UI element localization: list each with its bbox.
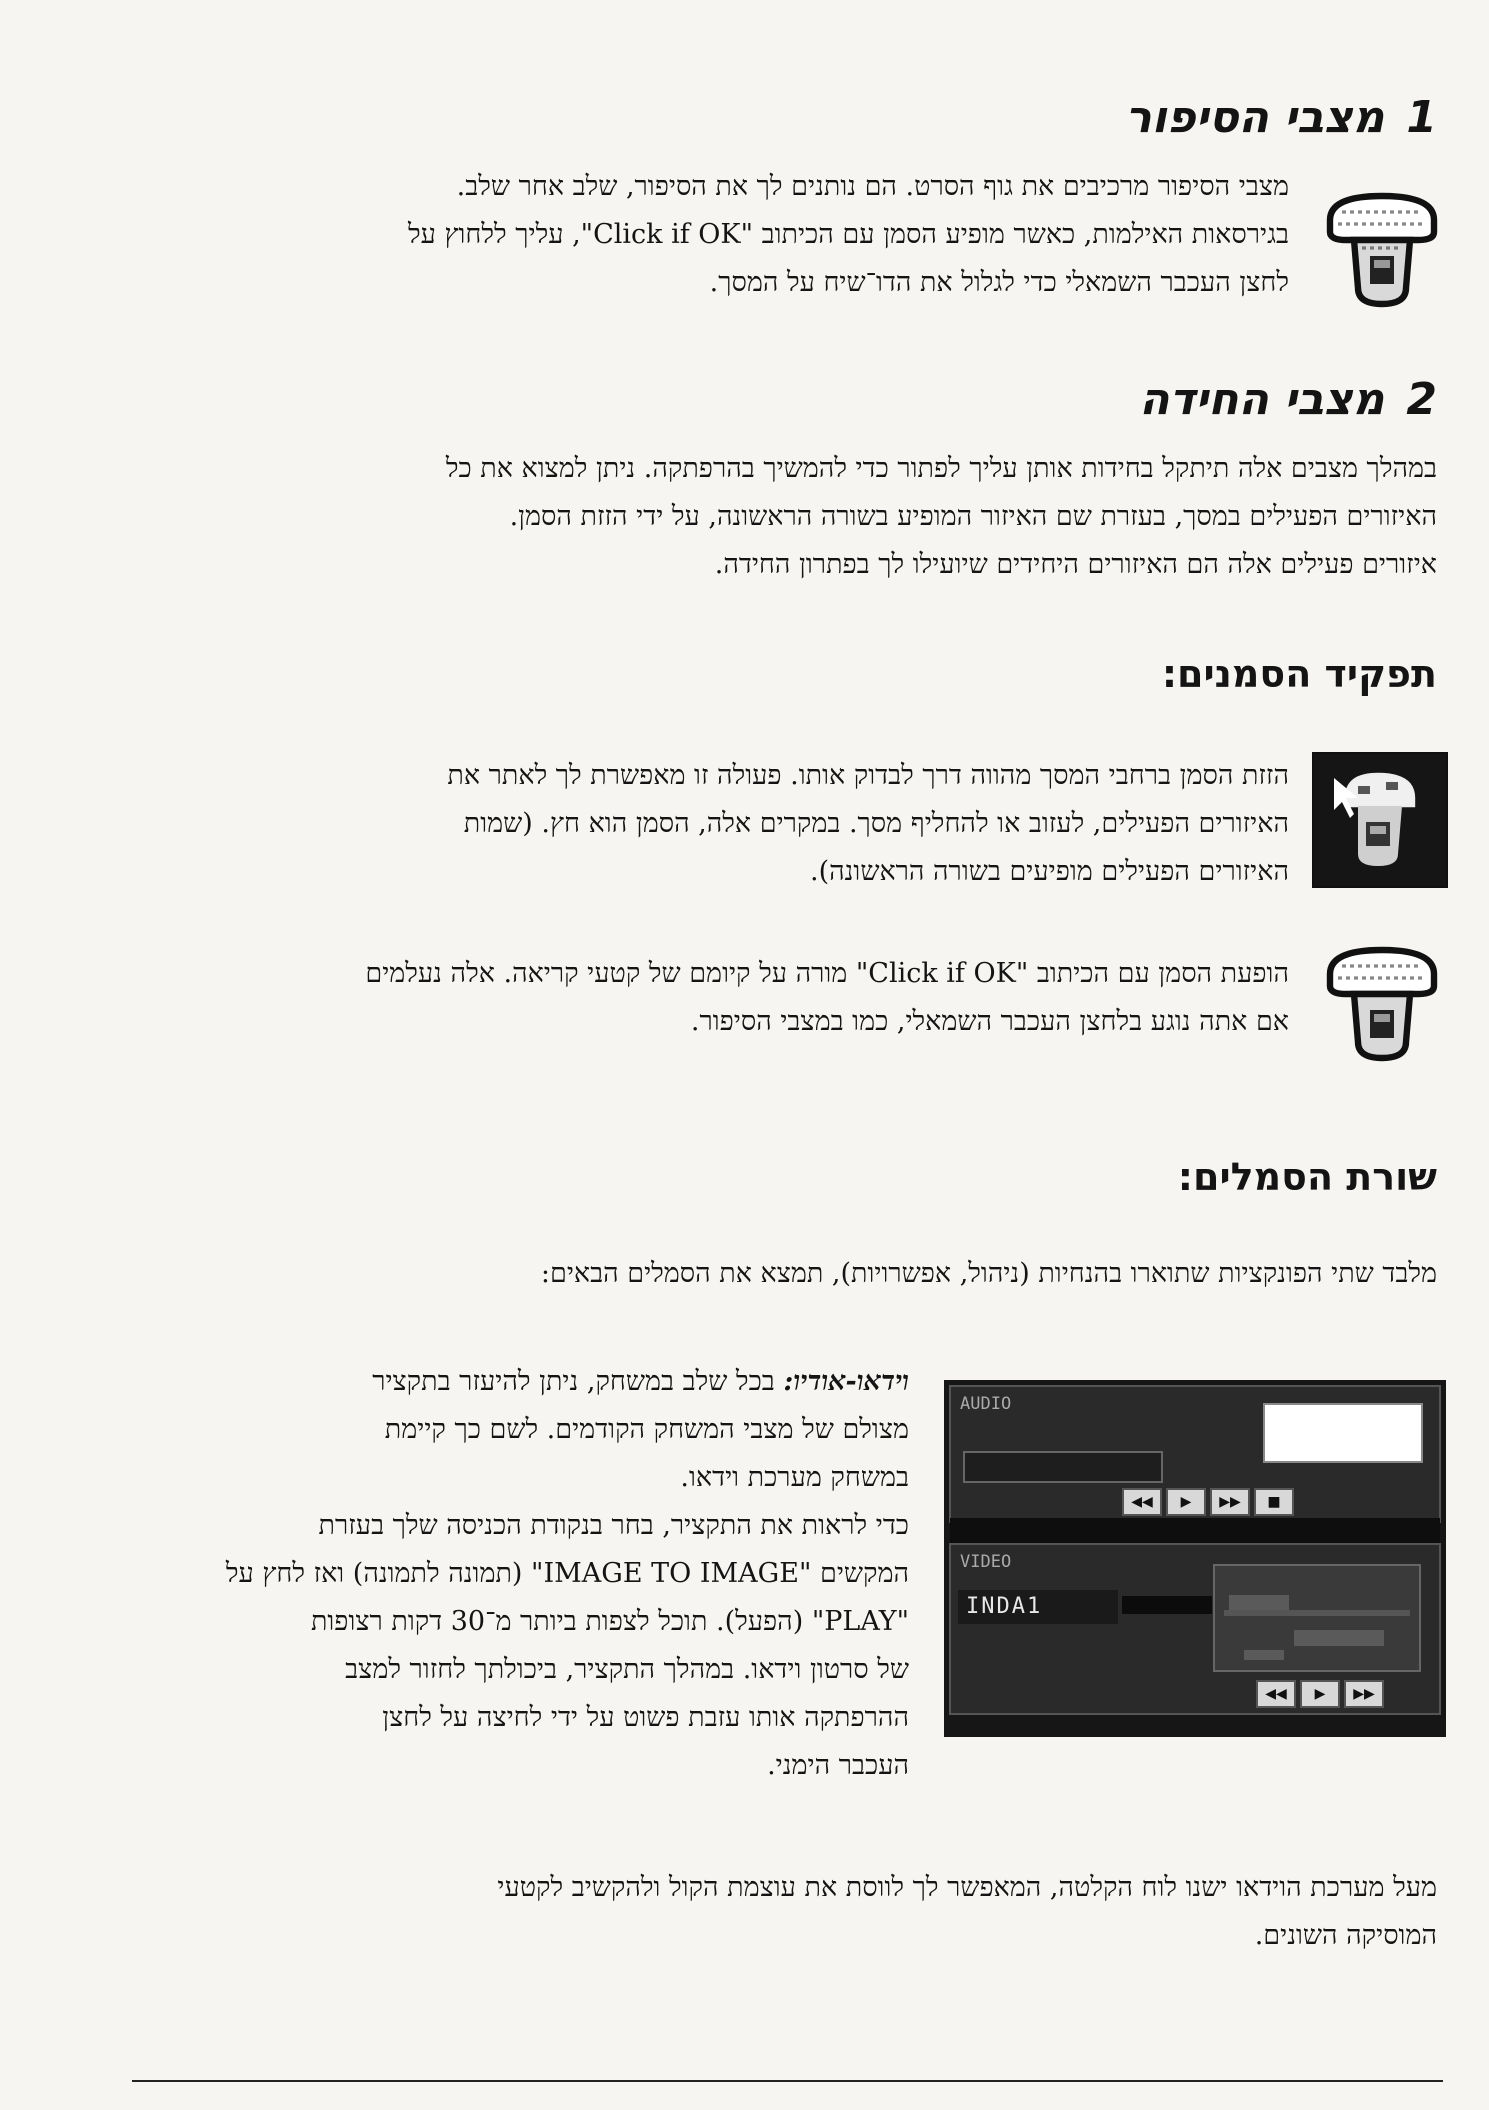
rewind-icon[interactable]: ◀◀	[1256, 1680, 1296, 1708]
text-line: ההרפתקה אותו עזבת פשוט על ידי לחיצה על לחצן	[382, 1702, 909, 1733]
text-line	[226, 1358, 909, 1406]
video-audio-label: וידאו-אודיו:	[783, 1366, 909, 1397]
cursors-heading: תפקיד הסמנים:	[1161, 652, 1437, 696]
text-line: המוסיקה השונים.	[1254, 1920, 1437, 1951]
section1-number: 1	[1406, 92, 1437, 143]
symbols-intro	[541, 1250, 1437, 1298]
text-line: מצבי הסיפור מרכיבים את גוף הסרט. הם נותנים לך את הסיפור, שלב אחר שלב.	[456, 171, 1289, 202]
text-line: "PLAY" (הפעל). תוכל לצפות ביותר מ־30 דקות רצופות	[310, 1606, 909, 1637]
rewind-icon[interactable]: ◀◀	[1122, 1488, 1162, 1516]
forward-icon[interactable]: ▶▶	[1210, 1488, 1250, 1516]
symbols-heading: שורת הסמלים:	[1177, 1155, 1437, 1199]
text-line: במהלך מצבים אלה תיתקל בחידות אותן עליך לפתור כדי להמשיך בהרפתקה. ניתן למצוא את כל	[445, 453, 1437, 484]
arrow-cursor-icon	[1312, 752, 1448, 888]
mushroom-cursor-icon	[1312, 182, 1452, 318]
text-line: מצולם של מצבי המשחק הקודמים. לשם כך קיימת	[384, 1414, 909, 1445]
forward-icon[interactable]: ▶▶	[1344, 1680, 1384, 1708]
symbols-body	[226, 1358, 909, 1790]
section2-text	[446, 445, 1437, 589]
text-line: בגירסאות האילמות, כאשר מופיע הסמן עם הכיתוב "Click if OK", עליך ללחוץ על	[407, 219, 1289, 250]
text-line: מעל מערכת הוידאו ישנו לוח הקלטה, המאפשר לך לווסת את עוצמת הקול ולהקשיב לקטעי	[497, 1872, 1437, 1903]
cursors-p1	[447, 752, 1289, 896]
text-line: האיזורים הפעילים במסך, בעזרת שם האיזור המופיע בשורה הראשונה, על ידי הזזת הסמן.	[509, 501, 1437, 532]
text-line: האיזורים הפעילים מופיעים בשורה הראשונה).	[810, 856, 1289, 887]
play-icon[interactable]: ▶	[1300, 1680, 1340, 1708]
text-line: במשחק מערכת וידאו.	[680, 1462, 909, 1493]
section1-text	[408, 163, 1289, 307]
text-line: כדי לראות את התקציר, בחר בנקודת הכניסה שלך בעזרת	[318, 1510, 909, 1541]
section2-heading	[1139, 374, 1437, 425]
audio-video-panel	[944, 1380, 1446, 1737]
section2-number: 2	[1406, 374, 1437, 425]
text-line: הזזת הסמן ברחבי המסך מהווה דרך לבדוק אותו. פעולה זו מאפשרת לך לאתר את	[447, 760, 1289, 791]
section2-title: מצבי החידה	[1139, 374, 1385, 425]
text-fragment: בכל שלב במשחק, ניתן להיעזר בתקציר	[372, 1366, 775, 1397]
text-line: המקשים "IMAGE TO IMAGE" (תמונה לתמונה) ואז לחץ על	[225, 1558, 909, 1589]
section1-heading	[1125, 92, 1437, 143]
section1-title: מצבי הסיפור	[1125, 92, 1385, 143]
text-line: אם אתה נוגע בלחצן העכבר השמאלי, כמו במצבי הסיפור.	[690, 1006, 1289, 1037]
text-line: של סרטון וידאו. במהלך התקציר, ביכולתך לחזור למצב	[345, 1654, 909, 1685]
audio-controls	[1122, 1488, 1294, 1516]
text-line: איזורים פעילים אלה הם האיזורים היחידים שיועילו לך בפתרון החידה.	[714, 549, 1437, 580]
text-line: העכבר הימני.	[767, 1750, 909, 1781]
cursors-p2	[365, 950, 1289, 1046]
text-line: מלבד שתי הפונקציות שתוארו בהנחיות (ניהול, אפשרויות), תמצא את הסמלים הבאים:	[540, 1258, 1437, 1289]
click-if-ok-cursor-icon	[1312, 936, 1452, 1072]
video-title-display: INDA1	[966, 1594, 1043, 1619]
text-line: הופעת הסמן עם הכיתוב "Click if OK" מורה על קיומם של קטעי קריאה. אלה נעלמים	[365, 958, 1289, 989]
video-controls	[1256, 1680, 1384, 1708]
stop-icon[interactable]: ■	[1254, 1488, 1294, 1516]
audio-label: AUDIO	[960, 1394, 1012, 1414]
text-line: האיזורים הפעילים, לעזוב או להחליף מסך. במקרים אלה, הסמן הוא חץ. (שמות	[463, 808, 1289, 839]
footer-rule	[132, 2080, 1443, 2082]
play-icon[interactable]: ▶	[1166, 1488, 1206, 1516]
text-line: לחצן העכבר השמאלי כדי לגלול את הדו־שיח על המסך.	[709, 267, 1289, 298]
symbols-outro	[497, 1864, 1437, 1960]
video-label: VIDEO	[960, 1552, 1012, 1572]
